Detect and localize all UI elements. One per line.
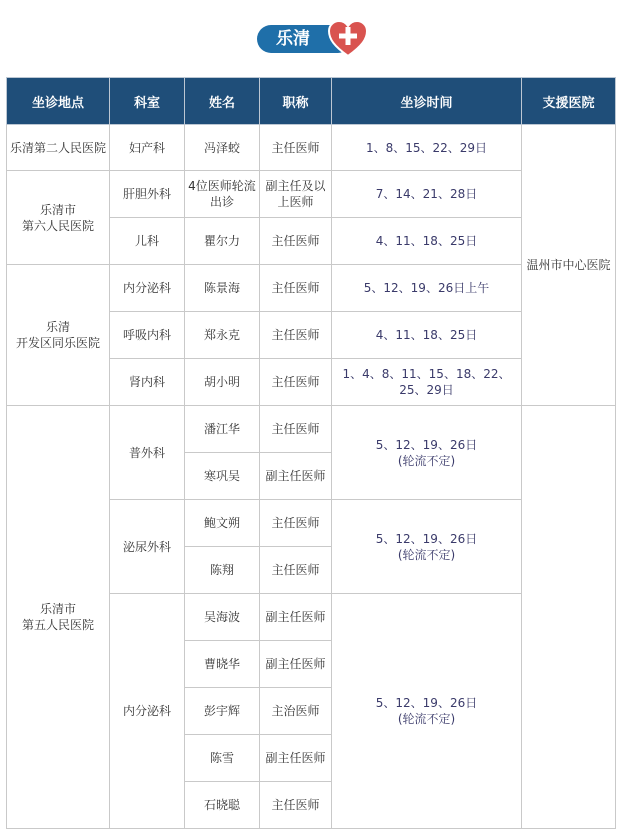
schedule-table <box>6 77 616 829</box>
title-cell: 主任医师 <box>260 218 332 265</box>
name-cell: 陈雪 <box>185 735 260 782</box>
location-badge-label: 乐清 <box>276 29 310 49</box>
col-header-time: 坐诊时间 <box>332 78 522 125</box>
title-cell: 主治医师 <box>260 688 332 735</box>
name-cell: 郑永克 <box>185 312 260 359</box>
col-header-dept: 科室 <box>110 78 185 125</box>
dept-cell: 儿科 <box>110 218 185 265</box>
name-cell: 潘江华 <box>185 406 260 453</box>
location-cell: 乐清市 第五人民医院 <box>7 406 110 829</box>
time-cell: 5、12、19、26日 (轮流不定) <box>332 406 522 500</box>
name-cell: 陈景海 <box>185 265 260 312</box>
title-cell: 主任医师 <box>260 265 332 312</box>
dept-cell: 呼吸内科 <box>110 312 185 359</box>
location-cell: 乐清市 第六人民医院 <box>7 171 110 265</box>
dept-cell: 肾内科 <box>110 359 185 406</box>
title-cell: 主任医师 <box>260 782 332 829</box>
title-cell: 主任医师 <box>260 500 332 547</box>
title-cell: 主任医师 <box>260 547 332 594</box>
title-cell: 主任医师 <box>260 312 332 359</box>
title-cell: 副主任医师 <box>260 594 332 641</box>
name-cell: 吴海波 <box>185 594 260 641</box>
name-cell: 胡小明 <box>185 359 260 406</box>
dept-cell: 普外科 <box>110 406 185 500</box>
time-cell: 5、12、19、26日 (轮流不定) <box>332 594 522 829</box>
table-row <box>7 125 616 171</box>
time-cell: 5、12、19、26日 (轮流不定) <box>332 500 522 594</box>
name-cell: 鲍文朔 <box>185 500 260 547</box>
name-cell: 曹晓华 <box>185 641 260 688</box>
heart-plus-icon <box>328 20 368 58</box>
title-cell: 主任医师 <box>260 125 332 171</box>
title-cell: 主任医师 <box>260 359 332 406</box>
location-cell: 乐清第二人民医院 <box>7 125 110 171</box>
support-hospital-cell-empty <box>522 406 616 829</box>
name-cell: 冯泽蛟 <box>185 125 260 171</box>
dept-cell: 肝胆外科 <box>110 171 185 218</box>
time-cell: 4、11、18、25日 <box>332 218 522 265</box>
col-header-name: 姓名 <box>185 78 260 125</box>
dept-cell: 内分泌科 <box>110 265 185 312</box>
name-cell: 彭宇辉 <box>185 688 260 735</box>
name-cell: 陈翔 <box>185 547 260 594</box>
time-cell: 4、11、18、25日 <box>332 312 522 359</box>
location-cell: 乐清 开发区同乐医院 <box>7 265 110 406</box>
title-cell: 副主任医师 <box>260 735 332 782</box>
dept-cell: 妇产科 <box>110 125 185 171</box>
time-cell: 7、14、21、28日 <box>332 171 522 218</box>
title-cell: 副主任医师 <box>260 453 332 500</box>
title-cell: 主任医师 <box>260 406 332 453</box>
col-header-support: 支援医院 <box>522 78 616 125</box>
time-cell: 1、4、8、11、15、18、22、25、29日 <box>332 359 522 406</box>
dept-cell: 内分泌科 <box>110 594 185 829</box>
name-cell: 寒巩吴 <box>185 453 260 500</box>
dept-cell: 泌尿外科 <box>110 500 185 594</box>
table-row <box>7 406 616 453</box>
col-header-title: 职称 <box>260 78 332 125</box>
col-header-location: 坐诊地点 <box>7 78 110 125</box>
title-cell: 副主任及以上医师 <box>260 171 332 218</box>
time-cell: 1、8、15、22、29日 <box>332 125 522 171</box>
name-cell: 4位医师轮流出诊 <box>185 171 260 218</box>
time-cell: 5、12、19、26日上午 <box>332 265 522 312</box>
name-cell: 石晓聪 <box>185 782 260 829</box>
name-cell: 瞿尔力 <box>185 218 260 265</box>
title-cell: 副主任医师 <box>260 641 332 688</box>
support-hospital-cell: 温州市中心医院 <box>522 125 616 406</box>
table-header-row <box>7 78 616 125</box>
